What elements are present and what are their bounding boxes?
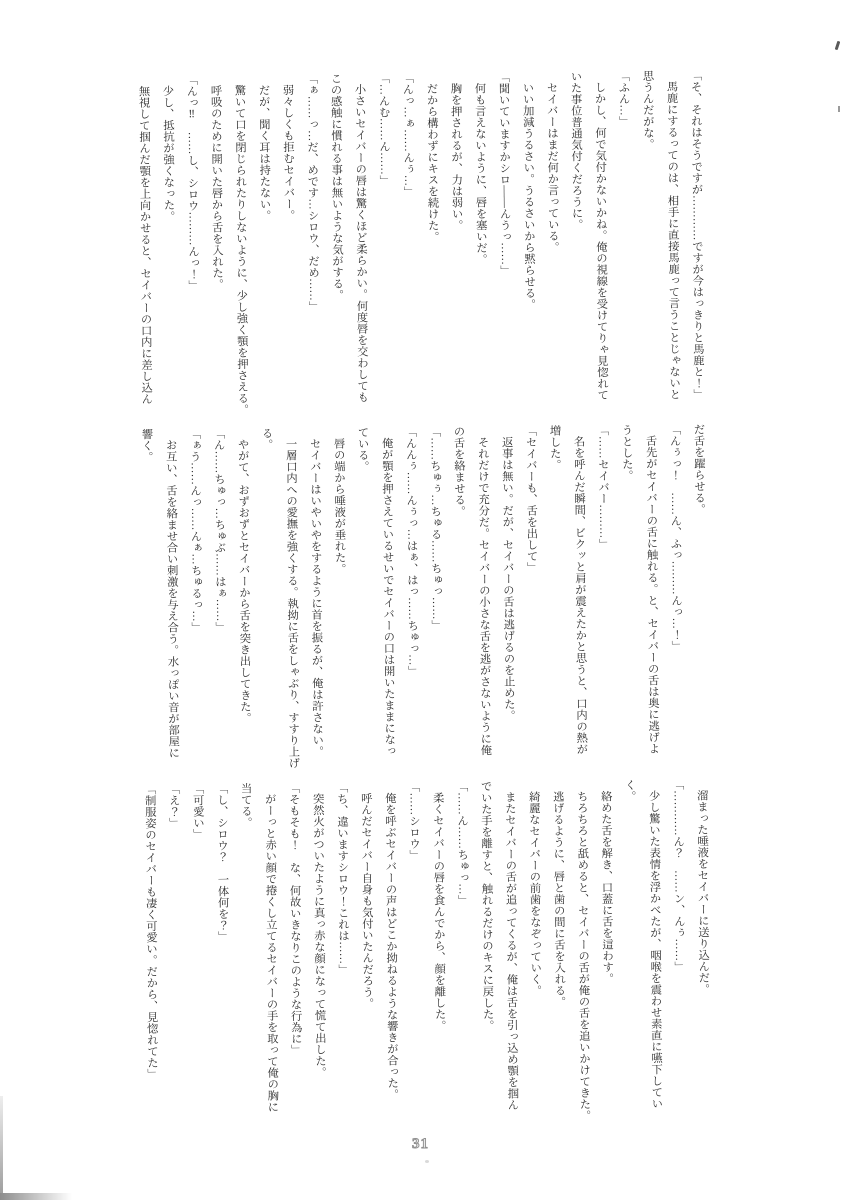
paragraph: 少し、抵抗が強くなった。 (161, 85, 175, 223)
paragraph: 少し驚いた表情を浮かべたが、咽喉を震わせ素直に嚥下してい く。 (623, 779, 663, 1110)
paragraph: 何も言えないように、唇を塞いだ。 (473, 82, 488, 266)
paragraph: 「ぁう……んっ……んぁ…ちゅるっ…」 (188, 427, 203, 634)
paragraph: 「聞いていますかシロ――んうっ……」 (497, 71, 512, 277)
paragraph: 「そもそも！ な、何故いきなりこのような行為に」 (287, 782, 302, 1056)
paragraph: だ舌を躍らせる。 (692, 423, 706, 515)
paragraph: 「…………ん？ ……ン、んぅ……」 (671, 778, 686, 973)
paragraph: 舌先がセイバーの舌に触れる。と、セイバーの舌は奥に逃げよ うとした。 (620, 424, 660, 755)
page-number: 31 (412, 1136, 429, 1152)
paragraph: 突然火がついたように真っ赤な顔になって慌て出した。 (311, 793, 327, 1079)
paragraph: 「ぁ……っ…だ、めです…シロウ、だめ……」 (305, 72, 320, 313)
paragraph: 胸を押されるが、力は弱い。 (449, 82, 463, 232)
paragraph: 「…んむ……ん……」 (377, 72, 391, 187)
paragraph: 「ん……ちゅっ…ちゅぶ……はぁ……」 (212, 427, 227, 633)
paragraph: それだけで充分だ。セイバーの小さな舌を逃がさないように俺 の舌を絡ませる。 (452, 425, 492, 756)
text-band-top (131, 69, 710, 430)
paragraph: 絡めた舌を解き、口蓋に舌を這わす。 (599, 790, 614, 985)
paragraph: だが、聞く耳は持たない。 (257, 84, 271, 222)
paragraph: セイバーはまだ何か言っている。 (545, 82, 559, 254)
text-band-bottom (138, 778, 717, 1139)
scan-artifact-speck (838, 106, 840, 112)
paragraph: 「ふん…」 (617, 70, 630, 128)
paragraph: 綺麗なセイバーの前歯をなぞっていく。 (527, 791, 542, 997)
paragraph: 柔くセイバーの唇を食んでから、顔を離した。 (431, 792, 446, 1032)
paragraph: お互い、舌を絡ませ合い刺激を与え合う。水っぽい音が部屋に 響く。 (140, 428, 180, 759)
paragraph: 俺を呼ぶセイバーの声はどこか拗ねるような響きが合った。 (383, 792, 399, 1101)
paragraph: 「セイバーも、舌を出して」 (524, 424, 538, 574)
paragraph: 「そ、それはそうですが…………ですが今はっきりと馬鹿と！」 (689, 69, 705, 401)
paragraph: 逃げるように、唇と歯の間に舌を入れる。 (551, 791, 566, 1008)
scan-artifact-speck (425, 1160, 429, 1163)
paragraph: 馬鹿にするってのは、相手に直接馬鹿って言うことじゃないと 思うんだがな。 (641, 69, 681, 401)
paragraph: 「んぅっ！ ……ん、ふっ………んっ…！」 (668, 423, 683, 652)
paragraph: 弱々しくも拒むセイバー。 (281, 84, 295, 222)
scan-corner-shadow (0, 1193, 72, 1200)
paragraph: 無視して掴んだ顎を上向かせると、セイバーの口内に差し込ん (137, 85, 153, 405)
paragraph: 一層口内への愛撫を強くする。執拗に舌をしゃぶり、すすり上げ る。 (260, 427, 300, 770)
paragraph: やがて、おずおずとセイバーから舌を突き出してきた。 (236, 438, 252, 724)
paragraph: 呼吸のために開いた唇から舌を入れた。 (209, 85, 224, 291)
scan-edge-shadow (0, 1096, 3, 1200)
paragraph: 小さいセイバーの唇は驚くほど柔らかい。何度唇を交わしても この感触に慣れる事は無いような気がする。 (329, 72, 369, 404)
paragraph: 「……ん……ちゅっ…」 (455, 780, 469, 907)
paragraph: 唇の端から唾液が垂れた。 (332, 437, 346, 575)
paragraph: がーっと赤い顔で捲くし立てるセイバーの手を取って俺の胸に 当てる。 (239, 782, 279, 1113)
paragraph: 「制服姿のセイバーも凄く可愛い。だから、見惚れてた」 (143, 783, 159, 1080)
paragraph: 俺が顎を押さえているせいでセイバーの口は開いたままになっ ている。 (356, 426, 396, 757)
paragraph: 返事は無い。だが、セイバーの舌は逃げるのを止めた。 (500, 436, 516, 722)
paragraph: 「んっ‼ ……し、シロウ………んっ！」 (185, 73, 200, 292)
paragraph: セイバーはいやいやをするように首を振るが、俺は許さない。 (308, 438, 324, 758)
paragraph: 溜まった唾液をセイバーに送り込んだ。 (695, 789, 710, 996)
paragraph: しかし、何で気付かないかね。俺の視線を受けてりゃ見惚れて いた事位普通気付くだろうに。 (569, 70, 609, 401)
paragraph: またセイバーの舌が追ってくるが、俺は舌を引っ込め顎を掴ん でいた手を離すと、触れるだけのキスに戻した。 (479, 780, 519, 1111)
paragraph: 「可愛い」 (191, 782, 205, 840)
paragraph: 「え？」 (167, 783, 180, 829)
paragraph: ちろちろと舐めると、セイバーの舌が俺の舌を追いかけてきた。 (575, 790, 591, 1122)
paragraph: 「……シロウ」 (407, 781, 421, 861)
paragraph: 「ち、違いますシロウ！これは……」 (335, 781, 350, 976)
paragraph: 「……セイバー………」 (596, 424, 610, 550)
paragraph: いい加減うるさい。うるさいから黙らせる。 (521, 82, 536, 311)
paragraph: 「んんぅ……んぅっ…はぁ、はっ……ちゅっ…」 (404, 426, 419, 677)
paragraph: 驚いて口を閉じられたりしないように、少し強く顎を押さえる。 (233, 84, 249, 416)
paragraph: 「んっ…ぁ……んぅ…」 (401, 72, 415, 198)
paragraph: 「し、シロウ？ 一体何を？」 (215, 782, 229, 943)
paragraph: 名を呼んだ瞬間、ビクッと肩が震えたかと思うと、口内の熱が 増した。 (548, 424, 588, 756)
paragraph: だから構わずにキスを続けた。 (425, 83, 439, 243)
text-band-middle (134, 423, 713, 784)
paragraph: 呼んだセイバー自身も気付いたんだろう。 (359, 792, 374, 1010)
paragraph: 「……ちゅぅ…ちゅる……ちゅっ……」 (428, 425, 443, 632)
